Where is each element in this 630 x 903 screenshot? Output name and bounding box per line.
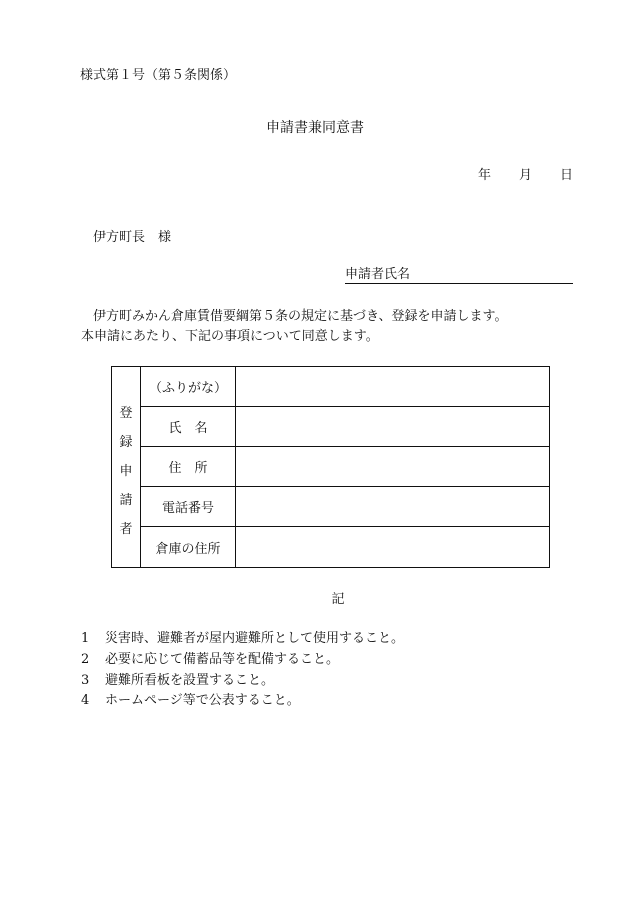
list-item (81, 653, 339, 666)
intro-line-2: 本申請にあたり、下記の事項について同意します。 (81, 329, 379, 344)
side-char: 者 (119, 522, 133, 537)
item-text: 必要に応じて備蓄品等を配備すること。 (105, 652, 340, 667)
name-label: 氏 名 (141, 407, 236, 446)
side-char: 録 (119, 435, 133, 450)
applicant-name-label: 申請者氏名 (345, 267, 411, 282)
intro-line-1: 伊方町みかん倉庫賃借要綱第５条の規定に基づき、登録を申請します。 (93, 309, 508, 324)
item-number: 4 (81, 693, 90, 708)
date-month-label: 月 (519, 168, 533, 183)
ki-heading: 記 (331, 592, 345, 607)
form-number: 様式第１号（第５条関係） (80, 68, 237, 83)
applicant-name-field[interactable] (345, 268, 573, 284)
phone-input[interactable] (236, 487, 549, 526)
list-item (81, 694, 300, 707)
item-number: 3 (81, 673, 90, 688)
table-row-furigana (141, 367, 549, 407)
registrant-side-label (112, 367, 141, 567)
address-input[interactable] (236, 447, 549, 486)
table-row-name (141, 407, 549, 447)
item-text: ホームページ等で公表すること。 (105, 693, 300, 708)
side-char: 申 (119, 464, 133, 479)
item-number: 2 (81, 652, 90, 667)
name-input[interactable] (236, 407, 549, 446)
table-row-phone (141, 487, 549, 527)
date-line (478, 169, 573, 182)
item-text: 避難所看板を設置すること。 (105, 673, 275, 688)
warehouse-address-label: 倉庫の住所 (141, 527, 236, 567)
side-char: 登 (119, 406, 133, 421)
warehouse-address-input[interactable] (236, 527, 549, 567)
furigana-input[interactable] (236, 367, 549, 406)
side-char: 請 (119, 493, 133, 508)
table-row-warehouse-address (141, 527, 549, 567)
date-year-label: 年 (478, 168, 492, 183)
address-label: 住 所 (141, 447, 236, 486)
document-title: 申請書兼同意書 (266, 120, 364, 136)
list-item (81, 674, 274, 687)
table-row-address (141, 447, 549, 487)
addressee: 伊方町長 様 (93, 230, 172, 245)
list-item (81, 632, 404, 645)
date-day-label: 日 (560, 168, 574, 183)
phone-label: 電話番号 (141, 487, 236, 526)
furigana-label: （ふりがな） (141, 367, 236, 406)
item-number: 1 (81, 631, 90, 646)
registration-table (111, 366, 550, 568)
item-text: 災害時、避難者が屋内避難所として使用すること。 (105, 631, 405, 646)
